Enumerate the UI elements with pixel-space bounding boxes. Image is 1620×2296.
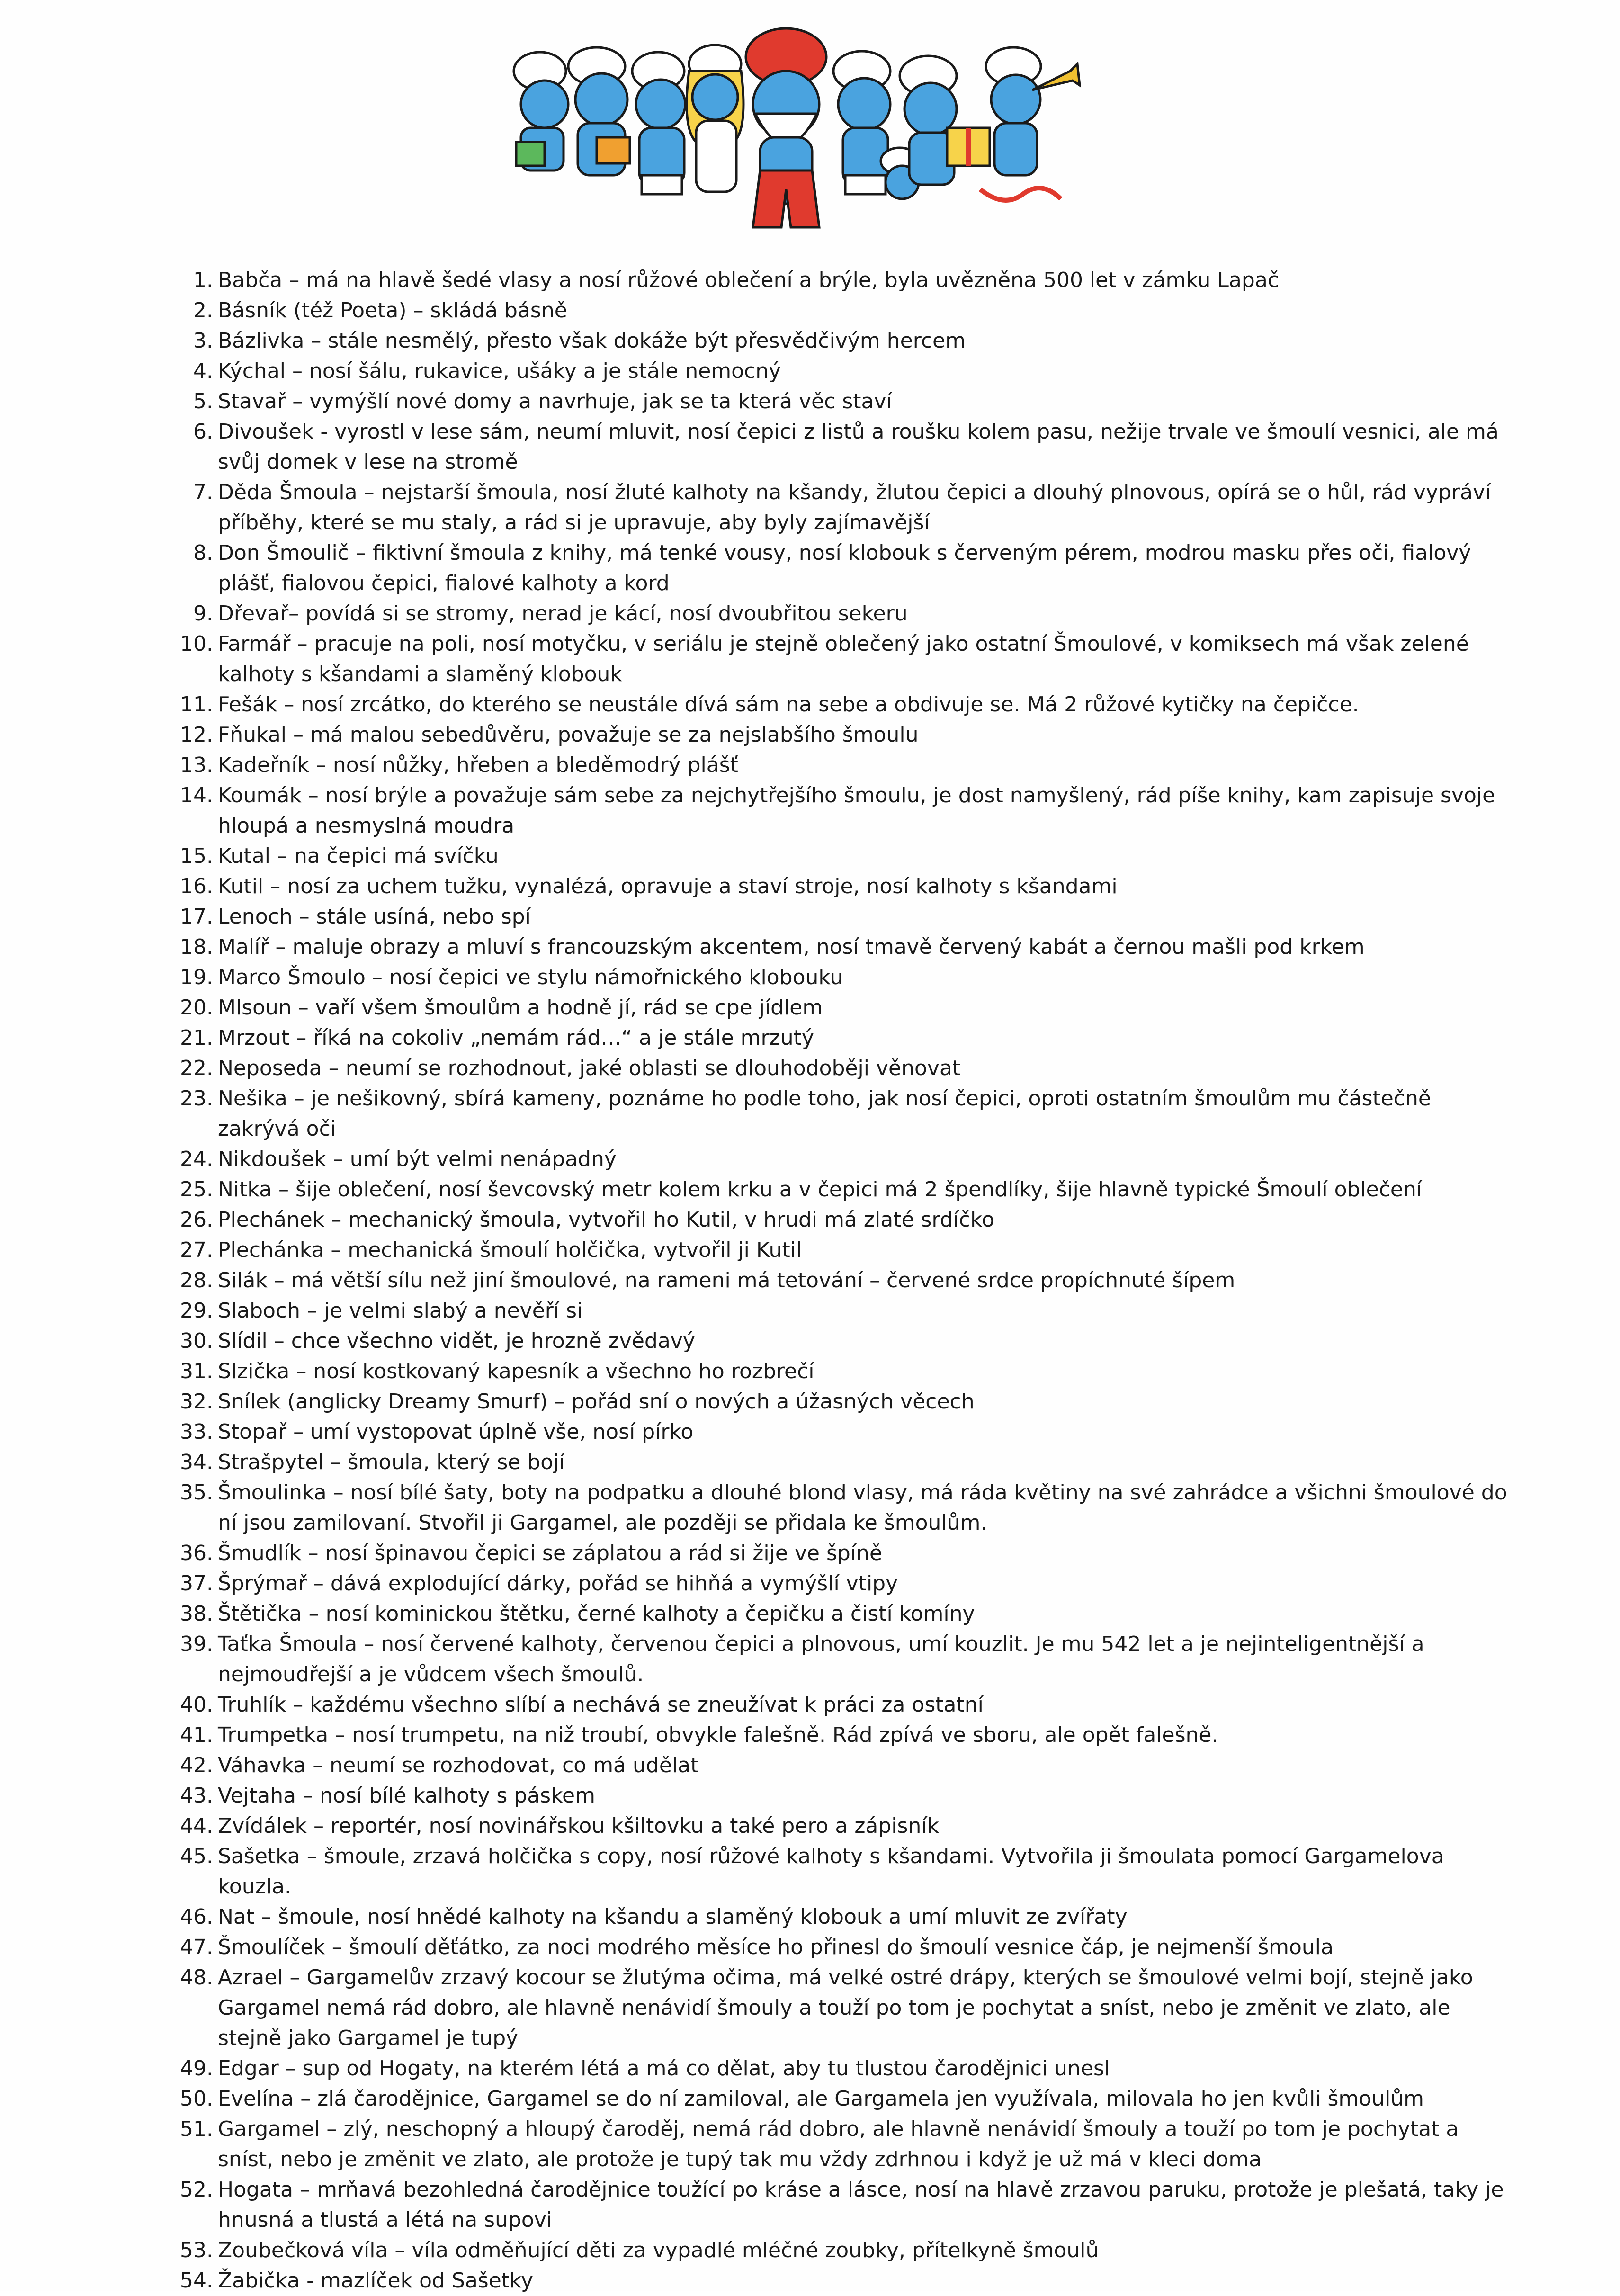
item-number: 24. <box>180 1147 213 1171</box>
item-number: 36. <box>180 1541 213 1565</box>
list-item <box>166 1478 1515 1538</box>
item-number: 46. <box>180 1905 213 1929</box>
item-number: 33. <box>180 1420 213 1444</box>
list-item <box>166 599 1515 629</box>
list-item <box>166 720 1515 750</box>
item-number: 34. <box>180 1450 213 1474</box>
item-text: Taťka Šmoula – nosí červené kalhoty, červenou čepici a plnovous, umí kouzlit. Je mu 542 let a je nejinteligentnější a nejmoudřejší a je vůdcem všech šmoulů. <box>218 1632 1424 1686</box>
list-item <box>166 1569 1515 1599</box>
item-number: 40. <box>180 1693 213 1717</box>
item-text: Malíř – maluje obrazy a mluví s francouzským akcentem, nosí tmavě červený kabát a černou mašli pod krkem <box>218 935 1365 959</box>
item-text: Plechánka – mechanická šmoulí holčička, vytvořil ji Kutil <box>218 1238 802 1262</box>
item-number: 2. <box>193 298 213 323</box>
list-item <box>166 1963 1515 2054</box>
smurf-character-list <box>166 265 1515 2296</box>
item-number: 3. <box>193 329 213 353</box>
item-text: Azrael – Gargamelův zrzavý kocour se žlutýma očima, má velké ostré drápy, kterých se šmoulové velmi bojí, stejně jako Gargamel nemá rád dobro, ale hlavně nenávidí šmouly a touží po tom je pochytat a sníst, nebo je změnit ve zlato, ale stejně jako Gargamel je tupý <box>218 1965 1473 2050</box>
item-number: 6. <box>193 420 213 444</box>
item-text: Šmudlík – nosí špinavou čepici se záplatou a rád si žije ve špíně <box>218 1541 883 1565</box>
item-text: Váhavka – neumí se rozhodovat, co má udělat <box>218 1753 699 1777</box>
item-text: Mrzout – říká na cokoliv „nemám rád…“ a je stále mrzutý <box>218 1026 814 1050</box>
list-item <box>166 1144 1515 1175</box>
item-number: 52. <box>180 2178 213 2202</box>
list-item <box>166 1750 1515 1781</box>
item-text: Kadeřník – nosí nůžky, hřeben a bleděmodrý plášť <box>218 753 738 777</box>
item-text: Nikdoušek – umí být velmi nenápadný <box>218 1147 617 1171</box>
list-item <box>166 2114 1515 2175</box>
list-item <box>166 1205 1515 1235</box>
item-text: Fňukal – má malou sebedůvěru, považuje se za nejslabšího šmoulu <box>218 723 919 747</box>
item-text: Edgar – sup od Hogaty, na kterém létá a má co dělat, aby tu tlustou čarodějnici unesl <box>218 2056 1110 2081</box>
item-text: Snílek (anglicky Dreamy Smurf) – pořád sní o nových a úžasných věcech <box>218 1390 975 1414</box>
list-item <box>166 750 1515 780</box>
list-item <box>166 1781 1515 1811</box>
list-item <box>166 1175 1515 1205</box>
item-number: 35. <box>180 1480 213 1505</box>
item-text: Nešika – je nešikovný, sbírá kameny, poznáme ho podle toho, jak nosí čepici, oproti ostatním šmoulům mu částečně zakrývá oči <box>218 1086 1431 1141</box>
list-item <box>166 1690 1515 1720</box>
item-number: 37. <box>180 1571 213 1596</box>
item-number: 29. <box>180 1299 213 1323</box>
list-item <box>166 265 1515 296</box>
list-item <box>166 993 1515 1023</box>
list-item <box>166 2235 1515 2266</box>
item-text: Truhlík – každému všechno slíbí a nechává se zneužívat k práci za ostatní <box>218 1693 984 1717</box>
list-item <box>166 1417 1515 1447</box>
item-number: 30. <box>180 1329 213 1353</box>
item-text: Neposeda – neumí se rozhodnout, jaké oblasti se dlouhodoběji věnovat <box>218 1056 961 1080</box>
list-item <box>166 1841 1515 1902</box>
item-text: Kutal – na čepici má svíčku <box>218 844 499 868</box>
item-text: Fešák – nosí zrcátko, do kterého se neustále dívá sám na sebe a obdivuje se. Má 2 růžové kytičky na čepičce. <box>218 692 1359 717</box>
list-item <box>166 2054 1515 2084</box>
list-item <box>166 1296 1515 1326</box>
item-text: Děda Šmoula – nejstarší šmoula, nosí žluté kalhoty na kšandy, žlutou čepici a dlouhý plnovous, opírá se o hůl, rád vypráví příběhy, které se mu staly, a rád si je upravuje, aby byly zajímavější <box>218 480 1491 535</box>
item-text: Babča – má na hlavě šedé vlasy a nosí růžové oblečení a brýle, byla uvězněna 500 let v zámku Lapač <box>218 268 1279 292</box>
item-text: Slídil – chce všechno vidět, je hrozně zvědavý <box>218 1329 695 1353</box>
list-item <box>166 1387 1515 1417</box>
item-number: 48. <box>180 1965 213 1990</box>
item-number: 14. <box>180 783 213 807</box>
item-number: 17. <box>180 905 213 929</box>
item-number: 32. <box>180 1390 213 1414</box>
item-number: 45. <box>180 1844 213 1868</box>
list-item <box>166 1023 1515 1053</box>
list-item <box>166 1902 1515 1932</box>
item-text: Silák – má větší sílu než jiní šmoulové, na rameni má tetování – červené srdce propíchnuté šípem <box>218 1268 1235 1292</box>
item-text: Lenoch – stále usíná, nebo spí <box>218 905 531 929</box>
item-number: 12. <box>180 723 213 747</box>
list-item <box>166 1629 1515 1690</box>
item-text: Kutil – nosí za uchem tužku, vynalézá, opravuje a staví stroje, nosí kalhoty s kšandami <box>218 874 1118 898</box>
list-item <box>166 1356 1515 1387</box>
item-number: 20. <box>180 996 213 1020</box>
list-item <box>166 1326 1515 1356</box>
item-number: 42. <box>180 1753 213 1777</box>
item-number: 13. <box>180 753 213 777</box>
item-number: 11. <box>180 692 213 717</box>
item-text: Bázlivka – stále nesmělý, přesto však dokáže být přesvědčivým hercem <box>218 329 966 353</box>
item-number: 54. <box>180 2269 213 2293</box>
item-text: Sašetka – šmoule, zrzavá holčička s copy, nosí růžové kalhoty s kšandami. Vytvořila ji šmoulata pomocí Gargamelova kouzla. <box>218 1844 1444 1899</box>
list-item <box>166 326 1515 356</box>
list-item <box>166 1447 1515 1478</box>
list-item <box>166 417 1515 477</box>
item-number: 51. <box>180 2117 213 2141</box>
item-text: Šprýmař – dává explodující dárky, pořád se hihňá a vymýšlí vtipy <box>218 1571 898 1596</box>
list-item <box>166 1811 1515 1841</box>
item-text: Šmoulinka – nosí bílé šaty, boty na podpatku a dlouhé blond vlasy, má ráda květiny na své zahrádce a všichni šmoulové do ní jsou zamilovaní. Stvořil ji Gargamel, ale později se přidala ke šmoulům. <box>218 1480 1507 1535</box>
item-text: Nat – šmoule, nosí hnědé kalhoty na kšandu a slaměný klobouk a umí mluvit ze zvířaty <box>218 1905 1128 1929</box>
item-number: 43. <box>180 1784 213 1808</box>
item-text: Slzička – nosí kostkovaný kapesník a všechno ho rozbrečí <box>218 1359 814 1383</box>
list-item <box>166 1053 1515 1084</box>
list-item <box>166 2084 1515 2114</box>
list-item <box>166 386 1515 417</box>
item-text: Farmář – pracuje na poli, nosí motyčku, v seriálu je stejně oblečený jako ostatní Šmoulové, v komiksech má však zelené kalhoty s kšandami a slaměný klobouk <box>218 632 1469 686</box>
list-item <box>166 356 1515 386</box>
list-item <box>166 690 1515 720</box>
item-number: 44. <box>180 1814 213 1838</box>
item-number: 23. <box>180 1086 213 1111</box>
item-text: Koumák – nosí brýle a považuje sám sebe za nejchytřejšího šmoulu, je dost namyšlený, rád píše knihy, kam zapisuje svoje hloupá a nesmyslná moudra <box>218 783 1495 838</box>
list-item <box>166 1265 1515 1296</box>
item-number: 50. <box>180 2087 213 2111</box>
list-item <box>166 296 1515 326</box>
item-number: 5. <box>193 389 213 413</box>
item-number: 10. <box>180 632 213 656</box>
item-text: Slaboch – je velmi slabý a nevěří si <box>218 1299 583 1323</box>
item-text: Vejtaha – nosí bílé kalhoty s páskem <box>218 1784 595 1808</box>
item-number: 38. <box>180 1602 213 1626</box>
list-item <box>166 1084 1515 1144</box>
item-text: Plechánek – mechanický šmoula, vytvořil ho Kutil, v hrudi má zlaté srdíčko <box>218 1208 994 1232</box>
list-item <box>166 780 1515 841</box>
item-number: 31. <box>180 1359 213 1383</box>
item-number: 28. <box>180 1268 213 1292</box>
item-number: 9. <box>193 601 213 626</box>
item-number: 47. <box>180 1935 213 1959</box>
smurfs-group-illustration <box>502 19 1108 242</box>
list-item <box>166 841 1515 871</box>
item-text: Hogata – mrňavá bezohledná čarodějnice toužící po kráse a lásce, nosí na hlavě zrzavou paruku, protože je plešatá, taky je hnusná a tlustá a létá na supovi <box>218 2178 1504 2232</box>
item-text: Marco Šmoulo – nosí čepici ve stylu námořnického klobouku <box>218 965 843 989</box>
item-text: Básník (též Poeta) – skládá básně <box>218 298 567 323</box>
item-text: Mlsoun – vaří všem šmoulům a hodně jí, rád se cpe jídlem <box>218 996 823 1020</box>
item-number: 53. <box>180 2238 213 2262</box>
item-number: 19. <box>180 965 213 989</box>
item-number: 41. <box>180 1723 213 1747</box>
item-text: Dřevař– povídá si se stromy, nerad je kácí, nosí dvoubřitou sekeru <box>218 601 908 626</box>
item-text: Don Šmoulič – fiktivní šmoula z knihy, má tenké vousy, nosí klobouk s červeným pérem, modrou masku přes oči, fialový plášť, fialovou čepici, fialové kalhoty a kord <box>218 541 1471 595</box>
item-text: Kýchal – nosí šálu, rukavice, ušáky a je stále nemocný <box>218 359 781 383</box>
item-number: 16. <box>180 874 213 898</box>
item-number: 8. <box>193 541 213 565</box>
item-text: Stavař – vymýšlí nové domy a navrhuje, jak se ta která věc staví <box>218 389 892 413</box>
item-text: Gargamel – zlý, neschopný a hloupý čaroděj, nemá rád dobro, ale hlavně nenávidí šmouly a touží po tom je pochytat a sníst, nebo je změnit ve zlato, ale protože je tupý tak mu vždy zdrhnou i když je už má v kleci doma <box>218 2117 1459 2171</box>
item-number: 39. <box>180 1632 213 1656</box>
item-number: 18. <box>180 935 213 959</box>
list-item <box>166 1720 1515 1750</box>
item-text: Divoušek - vyrostl v lese sám, neumí mluvit, nosí čepici z listů a roušku kolem pasu, nežije trvale ve šmoulí vesnici, ale má svůj domek v lese na stromě <box>218 420 1499 474</box>
item-text: Strašpytel – šmoula, který se bojí <box>218 1450 565 1474</box>
item-text: Nitka – šije oblečení, nosí ševcovský metr kolem krku a v čepici má 2 špendlíky, šije hlavně typické Šmoulí oblečení <box>218 1177 1423 1202</box>
list-item <box>166 629 1515 690</box>
item-number: 26. <box>180 1208 213 1232</box>
list-item <box>166 1599 1515 1629</box>
item-text: Šmoulíček – šmoulí děťátko, za noci modrého měsíce ho přinesl do šmoulí vesnice čáp, je nejmenší šmoula <box>218 1935 1334 1959</box>
list-item <box>166 902 1515 932</box>
list-item <box>166 1235 1515 1265</box>
item-text: Stopař – umí vystopovat úplně vše, nosí pírko <box>218 1420 694 1444</box>
item-text: Štětička – nosí kominickou štětku, černé kalhoty a čepičku a čistí komíny <box>218 1602 975 1626</box>
list-item <box>166 2266 1515 2296</box>
item-number: 4. <box>193 359 213 383</box>
item-text: Zoubečková víla – víla odměňující děti za vypadlé mléčné zoubky, přítelkyně šmoulů <box>218 2238 1099 2262</box>
item-number: 15. <box>180 844 213 868</box>
item-text: Zvídálek – reportér, nosí novinářskou kšiltovku a také pero a zápisník <box>218 1814 940 1838</box>
item-number: 49. <box>180 2056 213 2081</box>
list-item <box>166 2175 1515 2235</box>
list-item <box>166 1538 1515 1569</box>
item-number: 1. <box>193 268 213 292</box>
list-item <box>166 1932 1515 1963</box>
item-text: Trumpetka – nosí trumpetu, na niž troubí, obvykle falešně. Rád zpívá ve sboru, ale opět falešně. <box>218 1723 1218 1747</box>
item-number: 27. <box>180 1238 213 1262</box>
list-item <box>166 538 1515 599</box>
list-item <box>166 477 1515 538</box>
list-item <box>166 871 1515 902</box>
item-number: 25. <box>180 1177 213 1202</box>
item-text: Evelína – zlá čarodějnice, Gargamel se do ní zamiloval, ale Gargamela jen využívala, milovala ho jen kvůli šmoulům <box>218 2087 1424 2111</box>
item-text: Žabička - mazlíček od Sašetky <box>218 2269 533 2293</box>
item-number: 21. <box>180 1026 213 1050</box>
list-item <box>166 932 1515 962</box>
item-number: 7. <box>193 480 213 504</box>
list-item <box>166 962 1515 993</box>
item-number: 22. <box>180 1056 213 1080</box>
